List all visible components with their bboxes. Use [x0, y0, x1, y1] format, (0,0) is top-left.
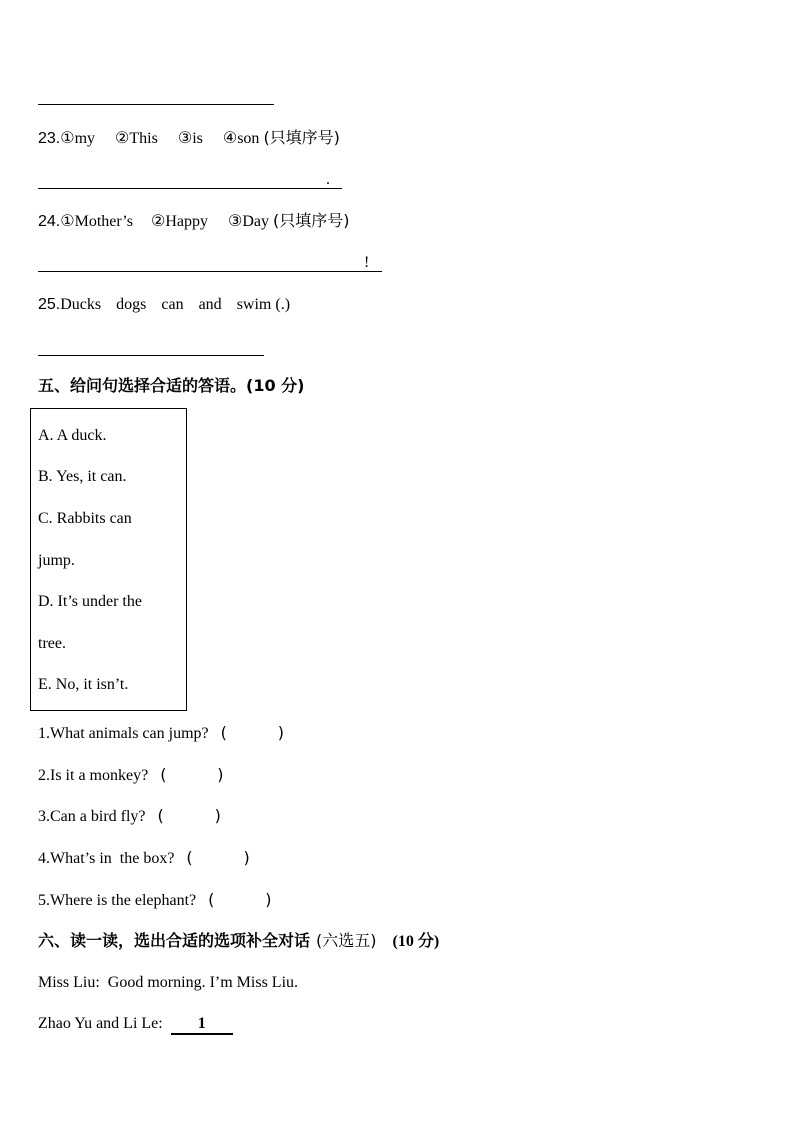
- word-option: and: [198, 296, 222, 313]
- section-6-title-suffix: (六选五): [316, 931, 377, 950]
- word-option: swim: [236, 296, 272, 313]
- question-number: 25.: [38, 296, 61, 313]
- option-c: C. Rabbits can: [38, 510, 132, 527]
- section-6-score: (10 分): [392, 933, 440, 950]
- question-text: 3.Can a bird fly?: [38, 808, 146, 825]
- question-5: [38, 892, 272, 909]
- dialogue-blank[interactable]: [171, 1016, 233, 1035]
- word-option: ①my: [60, 130, 96, 147]
- question-4: [38, 850, 250, 867]
- sentence-end-mark: !: [364, 254, 370, 271]
- word-option: ①Mother’s: [60, 213, 133, 230]
- blank-number: 1: [197, 1015, 206, 1032]
- option-d: D. It’s under the: [38, 593, 142, 610]
- question-text: 2.Is it a monkey?: [38, 767, 149, 784]
- word-option: ②Happy: [150, 213, 208, 230]
- answer-bracket[interactable]: ( ): [157, 806, 221, 825]
- section-6-title: [38, 933, 439, 950]
- answer-line-23: [38, 188, 342, 189]
- word-option: ②This: [115, 130, 158, 147]
- instruction-note: (.): [275, 296, 291, 313]
- dialogue-line-1: Miss Liu: Good morning. I’m Miss Liu.: [38, 974, 299, 991]
- sentence-end-mark: .: [326, 171, 330, 188]
- question-3: [38, 808, 221, 825]
- answer-bracket[interactable]: ( ): [208, 890, 272, 909]
- question-number: 24.: [38, 213, 61, 230]
- speaker: Zhao Yu and Li Le:: [38, 1015, 163, 1032]
- answer-bracket[interactable]: ( ): [220, 723, 284, 742]
- word-option: dogs: [116, 296, 147, 313]
- dialogue-line-2: [38, 1016, 233, 1035]
- word-option: can: [161, 296, 184, 313]
- word-option: ③Day: [227, 213, 269, 230]
- answer-bracket[interactable]: ( ): [186, 848, 250, 867]
- answer-line-25: [38, 355, 264, 356]
- question-text: 4.What’s in the box?: [38, 850, 175, 867]
- question-text: 5.Where is the elephant?: [38, 892, 197, 909]
- option-a: A. A duck.: [38, 427, 107, 444]
- answer-line-22: [38, 104, 274, 105]
- question-24: [38, 213, 349, 230]
- instruction-note: (只填序号): [263, 128, 340, 147]
- option-b: B. Yes, it can.: [38, 468, 127, 485]
- word-option: ④son: [222, 130, 260, 147]
- question-25: [38, 297, 290, 313]
- answer-line-24: [38, 271, 382, 272]
- question-text: 1.What animals can jump?: [38, 725, 209, 742]
- option-c-continued: jump.: [38, 552, 75, 569]
- question-1: [38, 725, 284, 742]
- question-23: [38, 130, 340, 147]
- question-2: [38, 767, 224, 784]
- word-option: ③is: [177, 130, 203, 147]
- section-5-title: 五、给问句选择合适的答语。(10 分): [38, 376, 305, 395]
- section-6-title-text: 六、读一读，选出合适的选项补全对话: [38, 931, 311, 950]
- question-number: 23.: [38, 130, 61, 147]
- word-option: Ducks: [60, 296, 102, 313]
- instruction-note: (只填序号): [272, 211, 350, 230]
- option-d-continued: tree.: [38, 635, 66, 652]
- option-e: E. No, it isn’t.: [38, 676, 129, 693]
- answer-bracket[interactable]: ( ): [160, 765, 224, 784]
